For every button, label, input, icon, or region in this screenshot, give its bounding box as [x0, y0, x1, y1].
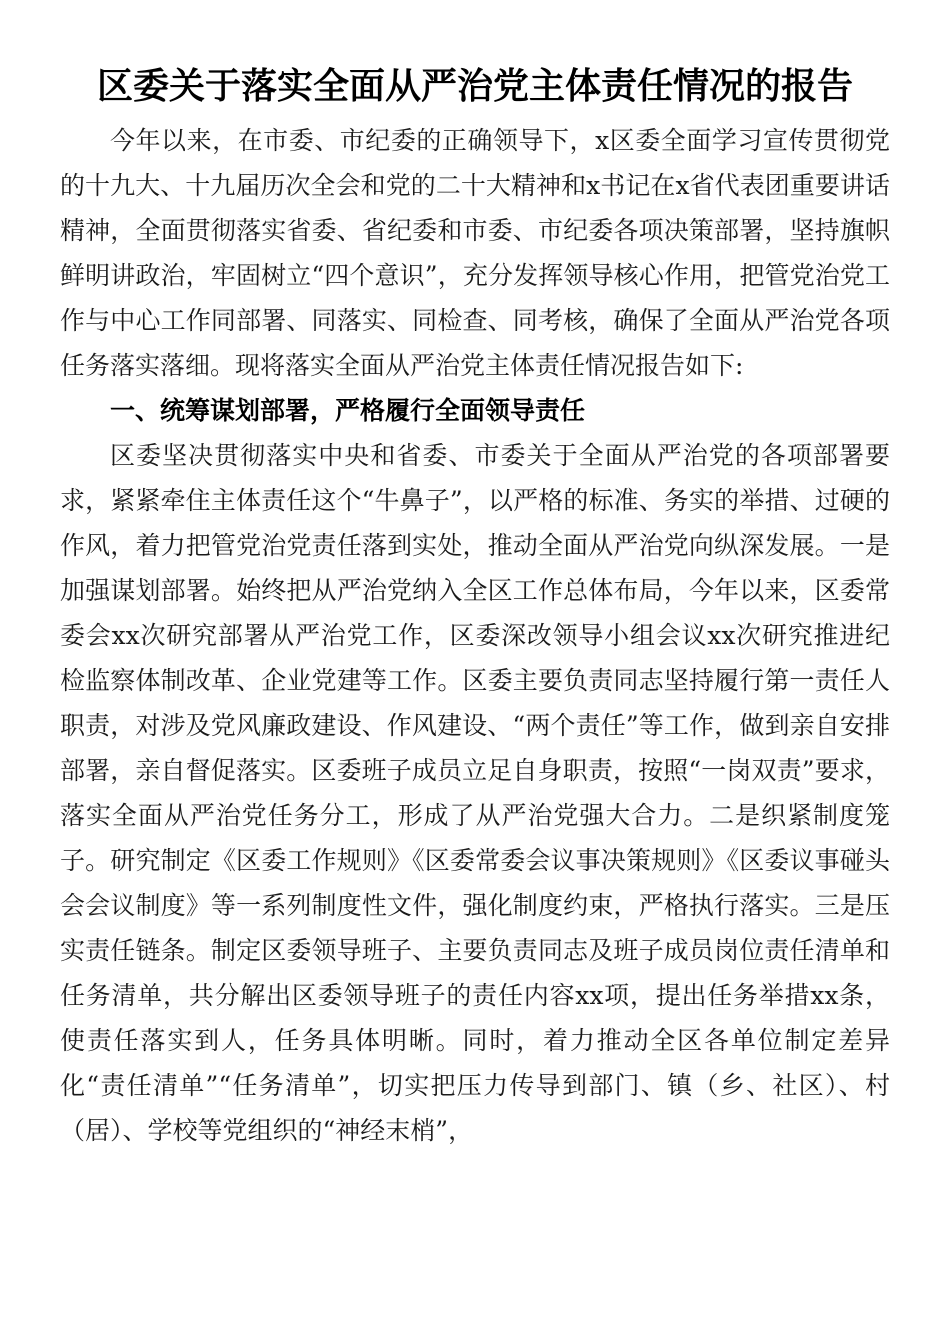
- document-title: 区委关于落实全面从严治党主体责任情况的报告: [96, 65, 853, 107]
- section-heading: 一、统筹谋划部署，严格履行全面领导责任: [110, 396, 586, 425]
- section-paragraph: 区委坚决贯彻落实中央和省委、市委关于全面从严治党的各项部署要求，紧紧牵住主体责任这个“牛鼻子”，以严格的标准、务实的举措、过硬的作风，着力把管党治党责任落到实处，推动全面从严治党向纵深发展。一是加强谋划部署。始终把从严治党纳入全区工作总体布局，今年以来，区委常委会xx次研究部署从严治党工作，区委深改领导小组会议xx次研究推进纪检监察体制改革、企业党建等工作。区委主要负责同志坚持履行第一责任人职责，对涉及党风廉政建设、作风建设、“两个责任”等工作，做到亲自安排部署，亲自督促落实。区委班子成员立足自身职责，按照“一岗双责”要求，落实全面从严治党任务分工，形成了从严治党强大合力。二是织紧制度笼子。研究制定《区委工作规则》《区委常委会议事决策规则》《区委议事碰头会会议制度》等一系列制度性文件，强化制度约束，严格执行落实。三是压实责任链条。制定区委领导班子、主要负责同志及班子成员岗位责任清单和任务清单，共分解出区委领导班子的责任内容xx项，提出任务举措xx条，使责任落实到人，任务具体明晰。同时，着力推动全区各单位制定差异化“责任清单”“任务清单”，切实把压力传导到部门、镇（乡、社区）、村（居）、学校等党组织的“神经末梢”，: [60, 441, 890, 1145]
- intro-paragraph: 今年以来，在市委、市纪委的正确领导下，x区委全面学习宣传贯彻党的十九大、十九届历次全会和党的二十大精神和x书记在x省代表团重要讲话精神，全面贯彻落实省委、省纪委和市委、市纪委各项决策部署，坚持旗帜鲜明讲政治，牢固树立“四个意识”，充分发挥领导核心作用，把管党治党工作与中心工作同部署、同落实、同检查、同考核，确保了全面从严治党各项任务落实落细。现将落实全面从严治党主体责任情况报告如下:: [60, 126, 890, 380]
- document-body: [60, 118, 890, 1153]
